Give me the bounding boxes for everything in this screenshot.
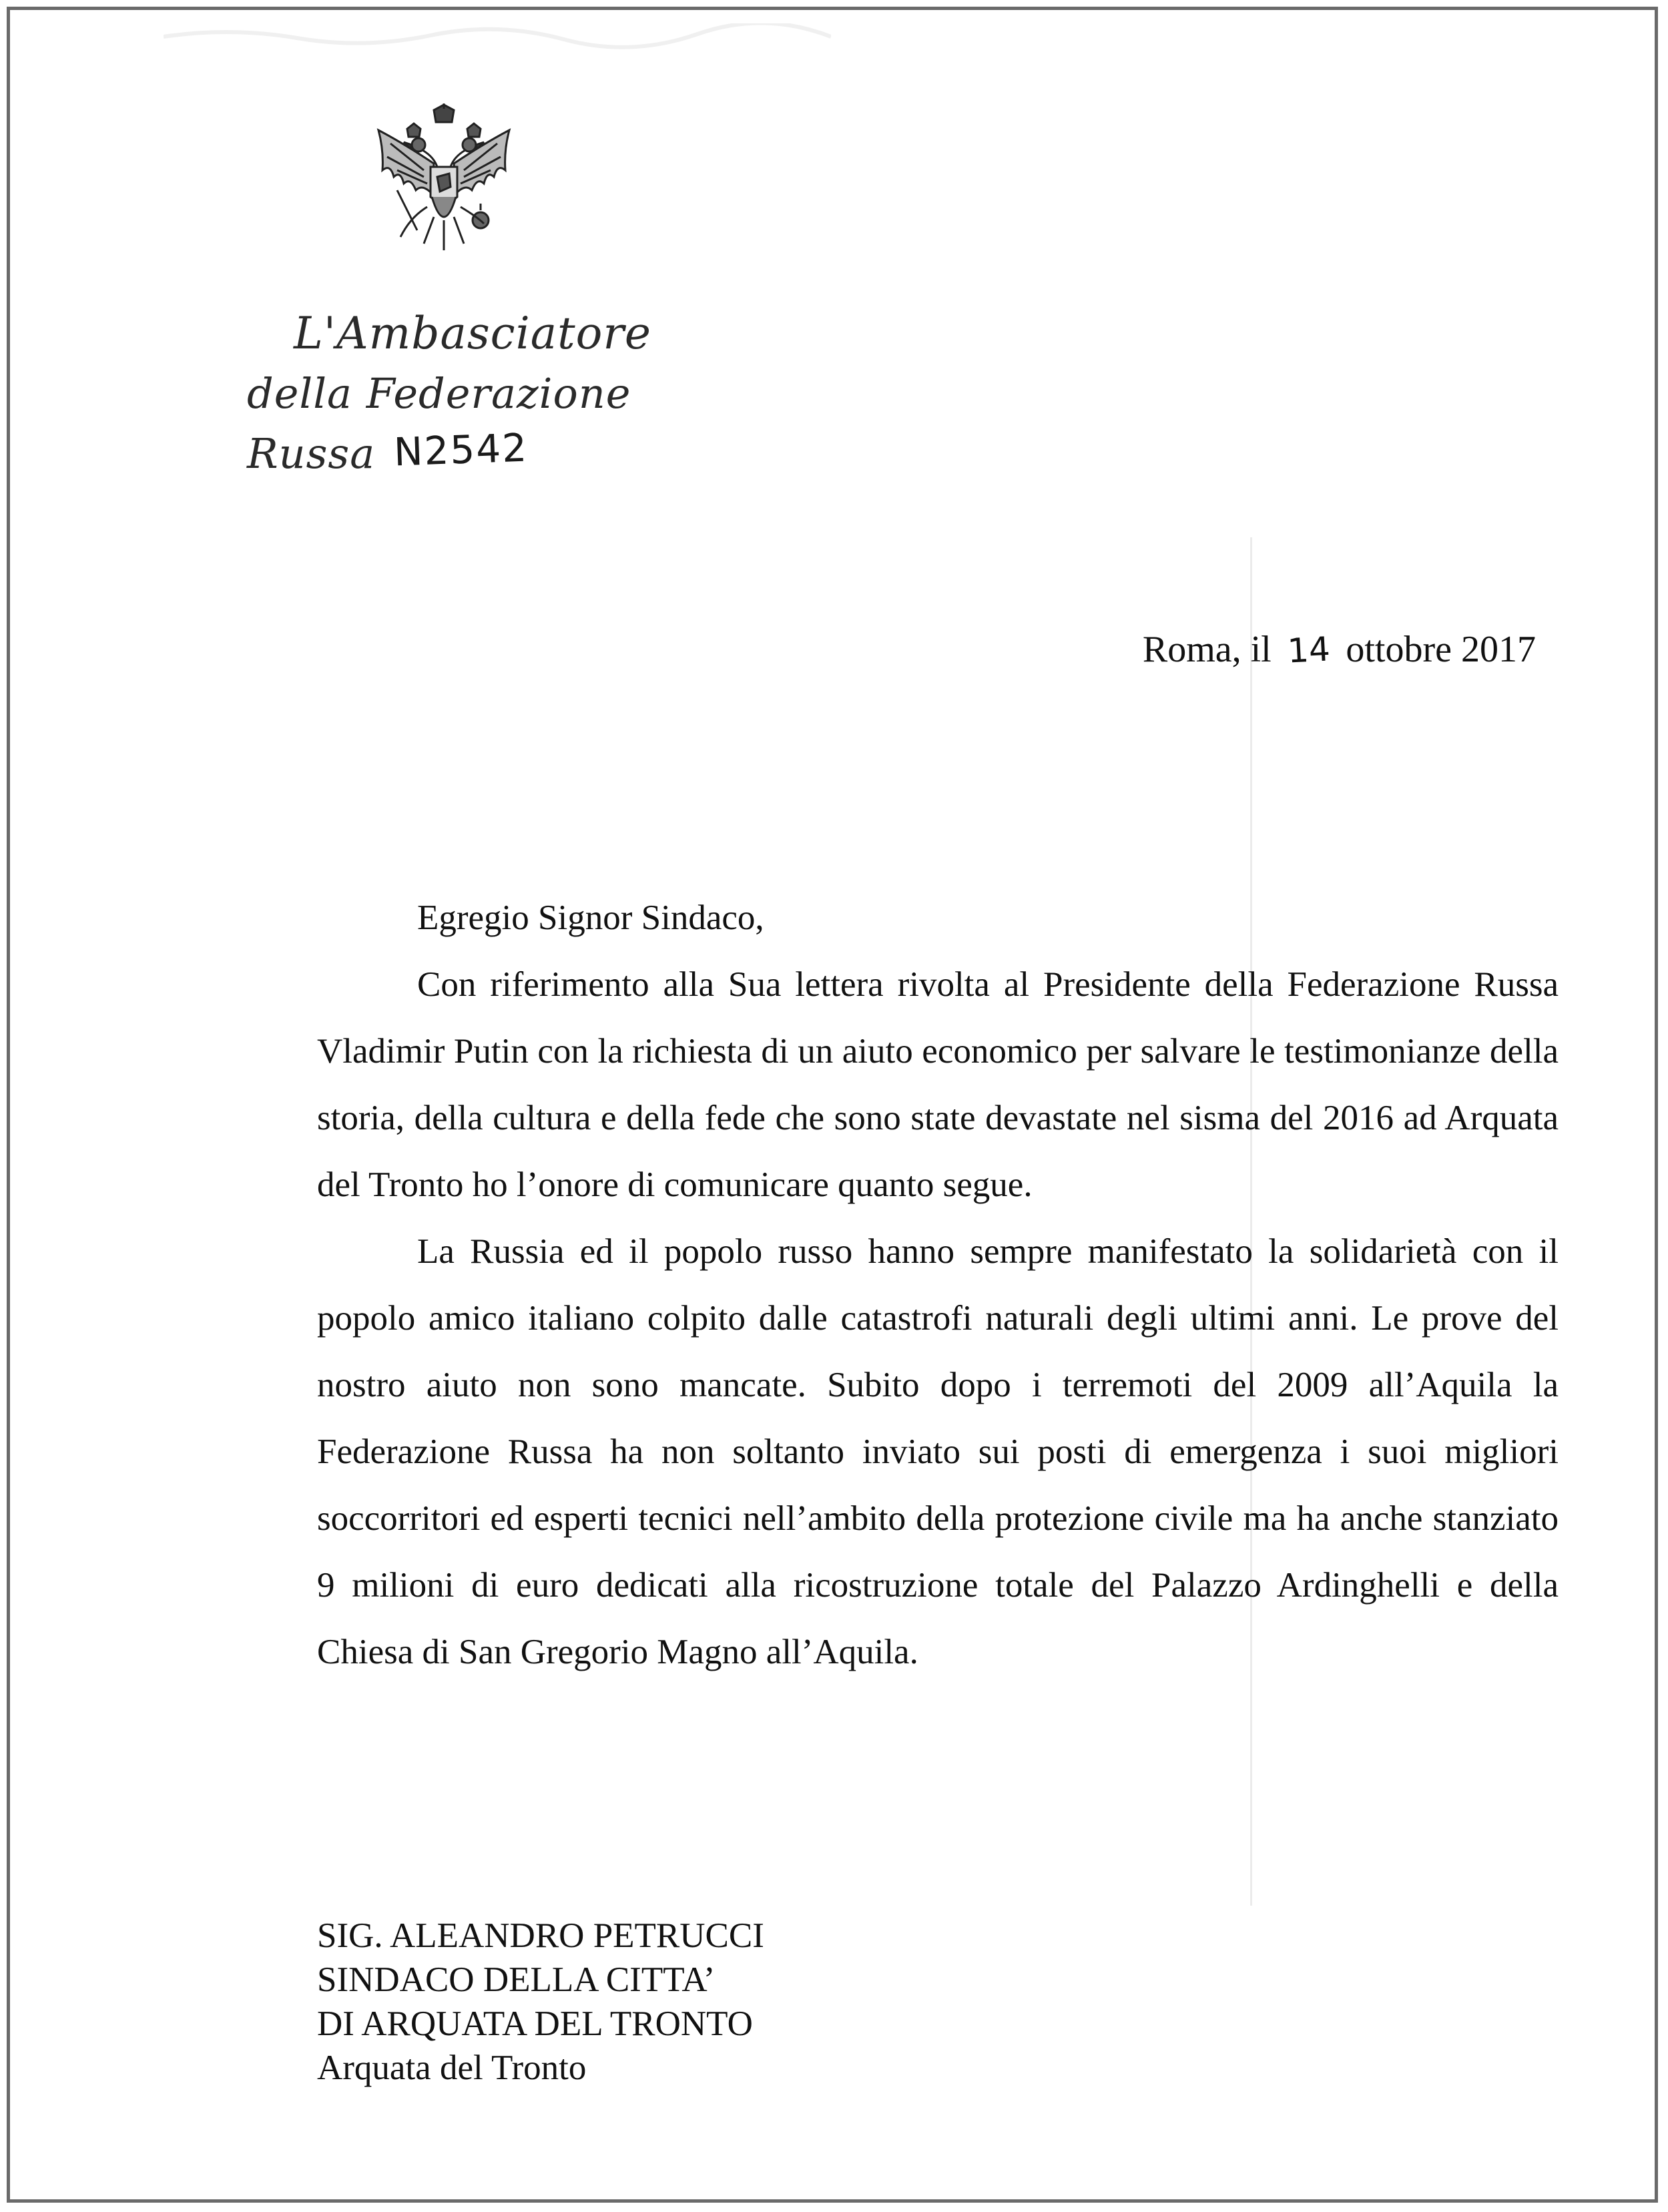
letter-date	[1143, 628, 1536, 671]
date-day-handwritten: 14	[1286, 629, 1331, 671]
paragraph-1: Con riferimento alla Sua lettera rivolta al Presidente della Federazione Russa Vladimir Putin con la richiesta di un aiuto economico per salvare le testimonianze della storia, della cultura e della fede che sono state devastate nel sisma del 2016 ad Arquata del Tronto ho l’onore di comunicare quanto segue.	[317, 965, 1559, 1204]
salutation: Egregio Signor Sindaco,	[417, 898, 764, 937]
addressee-location: Arquata del Tronto	[317, 2048, 587, 2087]
date-suffix: ottobre 2017	[1346, 629, 1536, 670]
date-prefix: Roma, il	[1142, 629, 1272, 670]
addressee-name: SIG. ALEANDRO PETRUCCI	[317, 1916, 764, 1955]
letterhead-subtitle: della Federazione Russa	[247, 369, 631, 478]
paragraph-2: La Russia ed il popolo russo hanno sempre manifestato la solidarietà con il popolo amico italiano colpito dalle catastrofi naturali degli ultimi anni. Le prove del nostro aiuto non sono mancate. Subito dopo i terremoti del 2009 all’Aquila la Federazione Russa ha non soltanto inviato sui posti di emergenza i suoi migliori soccorritori ed esperti tecnici nell’ambito della protezione civile ma ha anche stanziato 9 milioni di euro dedicati alla ricostruzione totale del Palazzo Ardinghelli e della Chiesa di San Gregorio Magno all’Aquila.	[317, 1232, 1559, 1671]
addressee-town: DI ARQUATA DEL TRONTO	[317, 2004, 753, 2043]
addressee-title: SINDACO DELLA CITTA’	[317, 1960, 716, 1999]
double-headed-eagle-emblem-icon	[370, 103, 517, 264]
addressee-block	[317, 1914, 764, 2090]
letter-body	[317, 884, 1559, 1685]
scan-artifact	[164, 23, 831, 50]
letterhead-title: L'Ambasciatore	[294, 308, 651, 359]
protocol-number: N2542	[392, 425, 529, 475]
letter-page	[7, 7, 1658, 2203]
